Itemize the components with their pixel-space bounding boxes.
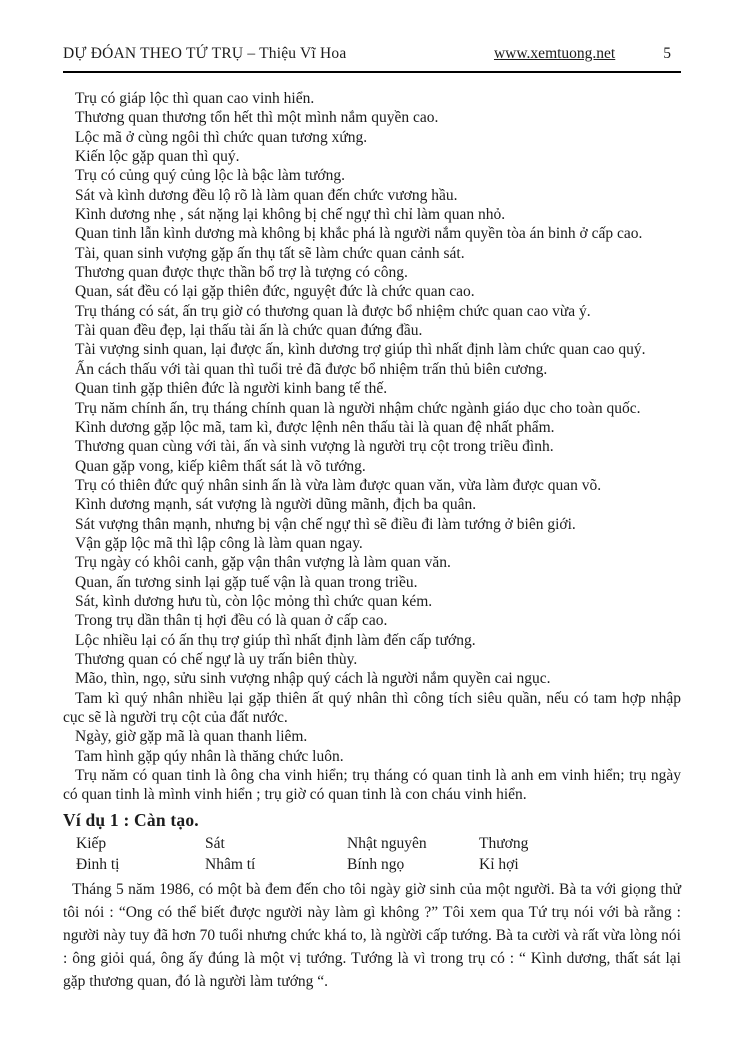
rule-line: Kình dương mạnh, sát vượng là người dũng mãnh, địch ba quân. — [75, 496, 477, 514]
rule-line: Quan tinh lẫn kình dương mà không bị khắc phá là người nắm quyền tòa án binh ở cấp cao. — [75, 225, 643, 243]
rule-line: Tam hình gặp qúy nhân là thăng chức luôn. — [75, 747, 344, 765]
table-cell: Nhâm tí — [205, 856, 256, 874]
rule-line: Sát và kình dương đều lộ rõ là làm quan đến chức vương hầu. — [75, 186, 458, 204]
book-title: DỰ ĐÓAN THEO TỨ TRỤ – Thiệu Vĩ Hoa — [63, 45, 347, 62]
page-number: 5 — [663, 45, 671, 62]
rules-list — [63, 89, 681, 805]
table-cell: Kỉ hợi — [479, 856, 519, 874]
rule-line: Trong trụ dần thân tị hợi đều có là quan ở cấp cao. — [75, 612, 388, 630]
table-row — [63, 854, 681, 876]
table-cell: Nhật nguyên — [347, 834, 427, 852]
rule-line: Trụ năm có quan tinh là ông cha vinh hiển; trụ tháng có quan tinh là anh em vinh hiển; trụ ngày có quan tinh là mình vinh hiển ; trụ giờ có quan tinh là con cháu vinh hiển. — [63, 767, 681, 804]
rule-line: Quan tinh gặp thiên đức là người kinh bang tế thế. — [75, 380, 388, 398]
table-row — [63, 833, 681, 855]
rule-line: Tam kì quý nhân nhiều lại gặp thiên ất quý nhân thì công tích siêu quần, nếu có tam hợp nhập cục sẽ là người trụ cột của đất nước. — [63, 689, 681, 726]
rule-line: Kình dương gặp lộc mã, tam kì, được lệnh nên thấu tài là quan đệ nhất phẩm. — [75, 418, 555, 436]
rule-line: Sát vượng thân mạnh, nhưng bị vận chế ngự thì sẽ điều đi làm tướng ở biên giới. — [75, 515, 576, 533]
page-header — [63, 44, 681, 64]
rule-line: Thương quan thương tổn hết thì một mình nắm quyền cao. — [75, 109, 439, 127]
rule-line: Lộc nhiều lại có ấn thụ trợ giúp thì nhất định làm đến cấp tướng. — [75, 631, 476, 649]
example-paragraph: Tháng 5 năm 1986, có một bà đem đến cho tôi ngày giờ sinh của một người. Bà ta với giọng thử tôi nói : “Ong có thể biết được người này làm gì không ?” Tôi xem qua Tứ trụ nói với bà rằng : người này tuy đã hơn 70 tuổi nhưng chức khá to, là ngừời cấp tướng. Bà ta cười và rất vừa lòng nói : ông giỏi quá, ông ấy đúng là một vị tướng. Tướng là vì trong trụ có : “ Kình dương, thất sát lại gặp thương quan, đó là người làm tướng “. — [63, 880, 681, 990]
rule-line: Thương quan có chế ngự là uy trấn biên thùy. — [75, 650, 358, 668]
table-cell: Bính ngọ — [347, 856, 405, 874]
rule-line: Sát, kình dương hưu tù, còn lộc mỏng thì chức quan kém. — [75, 592, 433, 610]
rule-line: Vận gặp lộc mã thì lập công là làm quan ngay. — [75, 534, 363, 552]
four-pillars-table — [63, 833, 681, 876]
rule-line: Kình dương nhẹ , sát nặng lại không bị chế ngự thì chỉ làm quan nhỏ. — [75, 206, 506, 224]
rule-line: Trụ tháng có sát, ấn trụ giờ có thương quan là được bổ nhiệm chức quan cao vừa ý. — [75, 302, 591, 320]
rule-line: Ấn cách thấu với tài quan thì tuổi trẻ đã được bổ nhiệm trấn thủ biên cương. — [75, 360, 548, 378]
table-cell: Kiếp — [76, 834, 107, 852]
rule-line: Trụ có giáp lộc thì quan cao vinh hiển. — [75, 90, 315, 107]
example-heading: Ví dụ 1 : Càn tạo. — [63, 809, 199, 830]
rule-line: Thương quan cùng với tài, ấn và sinh vượng là người trụ cột trong triều đình. — [75, 438, 554, 456]
rule-line: Mão, thìn, ngọ, sửu sinh vượng nhập quý cách là người nắm quyền cai ngục. — [75, 670, 551, 688]
header-divider — [63, 71, 681, 73]
rule-line: Tài quan đều đẹp, lại thấu tài ấn là chức quan đứng đầu. — [75, 322, 423, 340]
rule-line: Quan gặp vong, kiếp kiêm thất sát là võ tướng. — [75, 457, 366, 475]
rule-line: Trụ có củng quý củng lộc là bậc làm tướng. — [75, 167, 346, 185]
table-cell: Sát — [205, 834, 225, 852]
rule-line: Thương quan được thực thần bổ trợ là tượng có công. — [75, 264, 408, 282]
rule-line: Tài, quan sinh vượng gặp ấn thụ tất sẽ làm chức quan cảnh sát. — [75, 244, 465, 262]
table-cell: Đinh tị — [76, 856, 120, 874]
rule-line: Trụ ngày có khôi canh, gặp vận thân vượng là làm quan văn. — [75, 554, 451, 572]
rule-line: Trụ có thiên đức quý nhân sinh ấn là vừa làm được quan văn, vừa làm được quan võ. — [75, 476, 602, 494]
rule-line: Quan, sát đều có lại gặp thiên đức, nguyệt đức là chức quan cao. — [75, 283, 475, 301]
rule-line: Kiến lộc gặp quan thì quý. — [75, 148, 240, 166]
table-cell: Thương — [479, 834, 529, 852]
rule-line: Tài vượng sinh quan, lại được ấn, kình dương trợ giúp thì nhất định làm chức quan cao quý. — [75, 341, 646, 359]
rule-line: Trụ năm chính ấn, trụ tháng chính quan là người nhậm chức ngành giáo dục cho toàn quốc. — [75, 399, 641, 417]
website-link[interactable]: www.xemtuong.net — [493, 45, 616, 62]
rule-line: Lộc mã ở cùng ngôi thì chức quan tương xứng. — [75, 128, 368, 146]
rule-line: Quan, ấn tương sinh lại gặp tuế vận là quan trong triều. — [75, 573, 418, 591]
rule-line: Ngày, giờ gặp mã là quan thanh liêm. — [75, 728, 308, 746]
